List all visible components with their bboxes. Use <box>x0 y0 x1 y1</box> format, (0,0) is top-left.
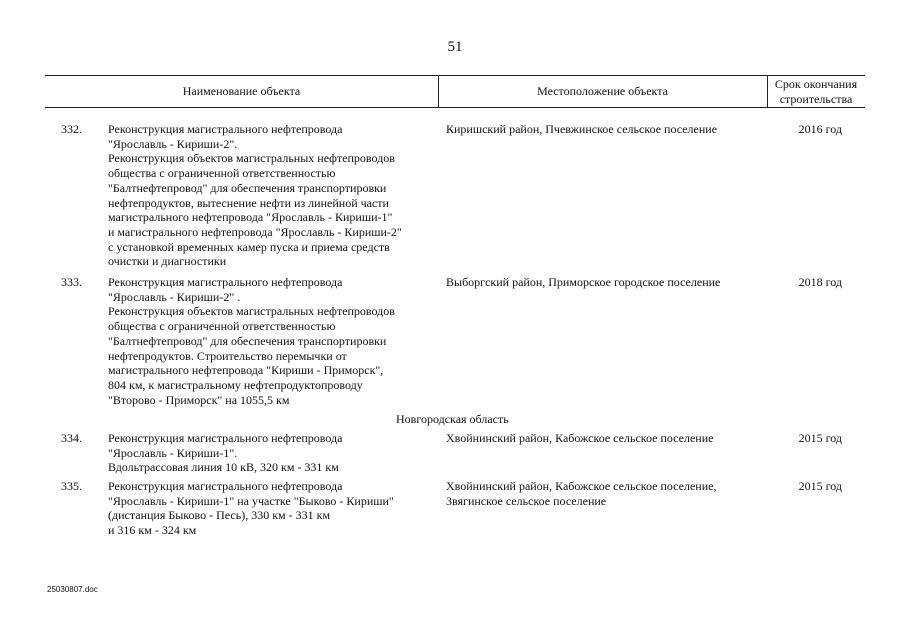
header-object-name: Наименование объекта <box>182 84 301 98</box>
row-completion-year: 2015 год <box>798 479 842 493</box>
row-object-location: Хвойнинский район, Кабожское сельское поселение, Звягинское сельское поселение <box>446 479 717 508</box>
row-completion-year: 2015 год <box>798 431 842 445</box>
row-number: 334. <box>61 431 82 445</box>
row-number: 335. <box>61 479 82 493</box>
header-object-location: Местоположение объекта <box>537 84 668 98</box>
table-top-border <box>45 75 865 76</box>
row-object-location: Киришский район, Пчевжинское сельское поселение <box>446 122 718 136</box>
row-number: 333. <box>61 275 82 289</box>
row-object-name: Реконструкция магистрального нефтепровода "Ярославль - Кириши-2". Реконструкция объектов магистральных нефтепроводов общества с ограниченной ответственностью "Балтнефтепровод" для обеспечения транспортировки нефтепродуктов, вытеснение нефти из линейной части магистрального нефтепровода "Ярославль - Кириши-1" и магистрального нефтепровода "Ярославль - Кириши-2" с установкой временных камер пуска и приема средств очистки и диагностики <box>108 122 402 269</box>
row-completion-year: 2018 год <box>798 275 842 289</box>
row-number: 332. <box>61 122 82 136</box>
region-label: Новгородская область <box>396 412 509 426</box>
row-object-location: Хвойнинский район, Кабожское сельское поселение <box>446 431 714 445</box>
row-object-name: Реконструкция магистрального нефтепровода "Ярославль - Кириши-1". Вдольтрассовая линия 10 кВ, 320 км - 331 км <box>108 431 343 475</box>
row-object-name: Реконструкция магистрального нефтепровода "Ярославль - Кириши-1" на участке "Быково - Кириши" (дистанция Быково - Песь), 330 км - 331 км и 316 км - 324 км <box>108 479 394 538</box>
page-number: 51 <box>447 39 463 55</box>
row-object-name: Реконструкция магистрального нефтепровода "Ярославль - Кириши-2" . Реконструкция объектов магистральных нефтепроводов общества с ограниченной ответственностью "Балтнефтепровод" для обеспечения транспортировки нефтепродуктов. Строительство перемычки от магистрального нефтепровода "Кириши - Приморск", 804 км, к магистральному нефтепродуктопроводу "Второво - Приморск" на 1055,5 км <box>108 275 395 407</box>
table-header-bottom-border <box>45 107 865 108</box>
row-object-location: Выборгский район, Приморское городское поселение <box>446 275 721 289</box>
document-id: 25030807.doc <box>47 585 98 594</box>
row-completion-year: 2016 год <box>798 122 842 136</box>
header-completion-deadline: Срок окончания строительства <box>774 77 858 106</box>
